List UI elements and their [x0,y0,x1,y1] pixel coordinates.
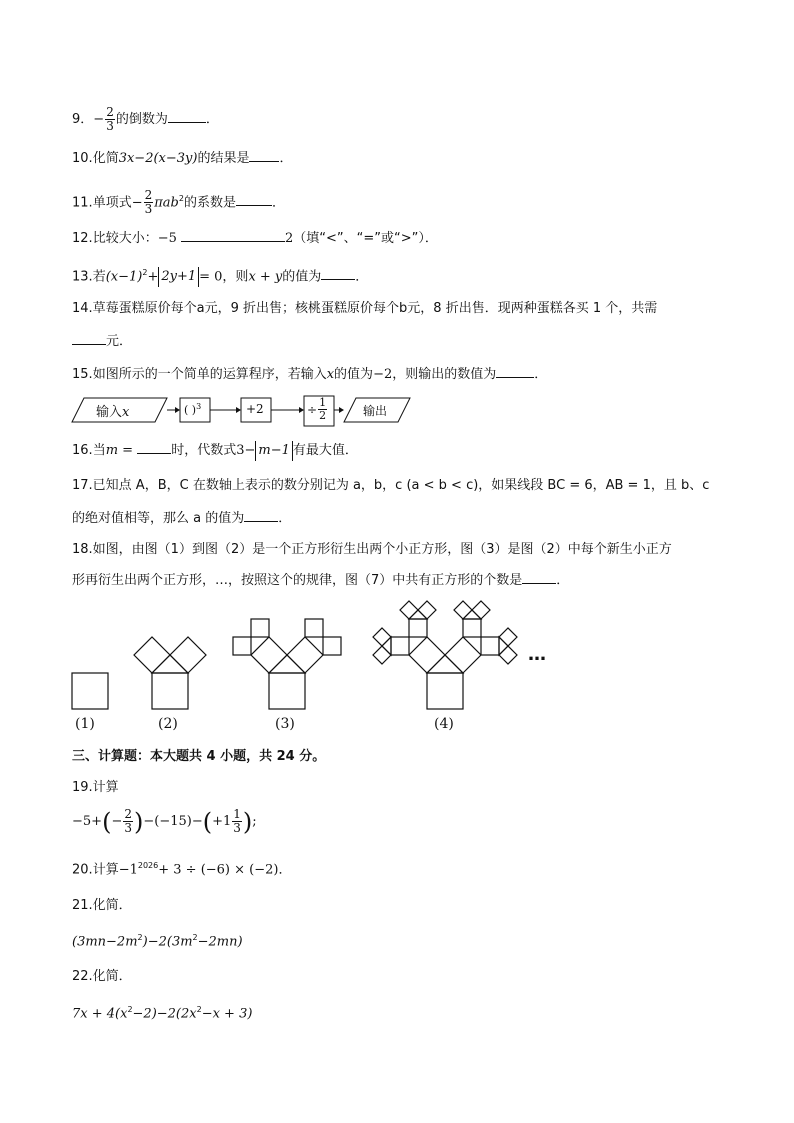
figure-4 [373,601,517,709]
square-tree-figures [60,596,560,736]
question-14: 14.草莓蛋糕原价每个a元，9 折出售；核桃蛋糕原价每个b元，8 折出售．现两种蛋糕各买 1 个，共需 [72,301,658,316]
question-21-title: 21.化简． [72,898,132,913]
answer-blank[interactable] [168,109,206,123]
question-22-title: 22.化简． [72,969,132,984]
caption-1: (1) [75,716,95,732]
question-18-line2: 形再衍生出两个正方形，…，按照这个的规律，图（7）中共有正方形的个数是 ． [72,570,569,591]
expression: 3x−2(x−3y) [118,151,198,166]
question-19-title: 19.计算 [72,780,119,795]
fraction: $\frac{2}{3}$ [144,188,153,217]
figure-3 [233,619,341,709]
absolute-value: m−1 [255,441,293,461]
question-number: 9． [72,112,94,127]
answer-blank[interactable] [249,148,279,162]
question-19-expression: −5+ ( − $\frac{2}{3}$ ) −(−15)− ( +1 $\frac{1}{3}$ ) ; [72,807,257,836]
caption-4: (4) [434,716,454,732]
figure-1-square [72,673,108,709]
output-label: 输出 [363,404,388,418]
answer-blank[interactable] [236,192,272,206]
answer-blank[interactable] [181,228,285,242]
figure-2 [134,637,206,709]
fraction: $\frac{2}{3}$ [106,105,114,133]
question-10: 10.化简3x−2(x−3y)的结果是 ． [72,148,292,169]
question-21-expression: $(3mn-2m^2)-2(3m^2-2mn)$ [72,933,243,950]
question-16: 16.当m = 时，代数式3− m−1 有最大值． [72,440,358,461]
question-9: 9．− $\frac{2}{3}$ 的倒数为 ． [72,105,219,133]
question-17-line2: 的绝对值相等，那么 a 的值为 ． [72,508,291,529]
question-15: 15.如图所示的一个简单的运算程序，若输入x的值为−2，则输出的数值为 ． [72,364,547,385]
question-17: 17.已知点 A，B，C 在数轴上表示的数分别记为 a，b，c (a < b < c)，如果线段 BC = 6，AB = 1，且 b、c [72,478,710,493]
answer-blank[interactable] [321,266,355,280]
input-label: 输入x [96,405,130,420]
question-20: 20.计算$-1^{2026}+ 3 \div (-6) \times (-2)$． [72,861,292,878]
figures-svg [60,596,560,716]
answer-blank[interactable] [496,364,534,378]
section-heading: 三、计算题：本大题共 4 小题，共 24 分。 [72,749,326,764]
answer-blank[interactable] [522,570,556,584]
caption-3: (3) [275,716,295,732]
cube-label: ( )$^3$ [184,402,202,417]
add-label: +2 [246,402,264,416]
caption-2: (2) [158,716,178,732]
question-18: 18.如图，由图（1）到图（2）是一个正方形衍生出两个小正方形，图（3）是图（2）中每个新生小正方 [72,542,672,557]
question-14-line2: 元． [72,331,132,352]
answer-blank[interactable] [244,508,278,522]
divide-label: ÷ $\frac{1}{2}$ [307,396,327,422]
question-22-expression: $7x + 4(x^2-2)-2(2x^2-x + 3)$ [72,1005,253,1022]
question-12: 12.比较大小：−5 2（填“<”、“=”或“>”）． [72,228,438,249]
operation-flowchart [72,394,422,428]
answer-blank[interactable] [137,440,171,454]
question-13: 13.若$(x-1)^2+ 2y+1 = 0$，则x + y的值为 ． [72,263,368,287]
absolute-value: 2y+1 [158,267,199,287]
question-11: 11.单项式− $\frac{2}{3}$ πab$^2$的系数是 ． [72,188,285,217]
ellipsis: … [528,644,546,665]
answer-blank[interactable] [72,331,106,345]
